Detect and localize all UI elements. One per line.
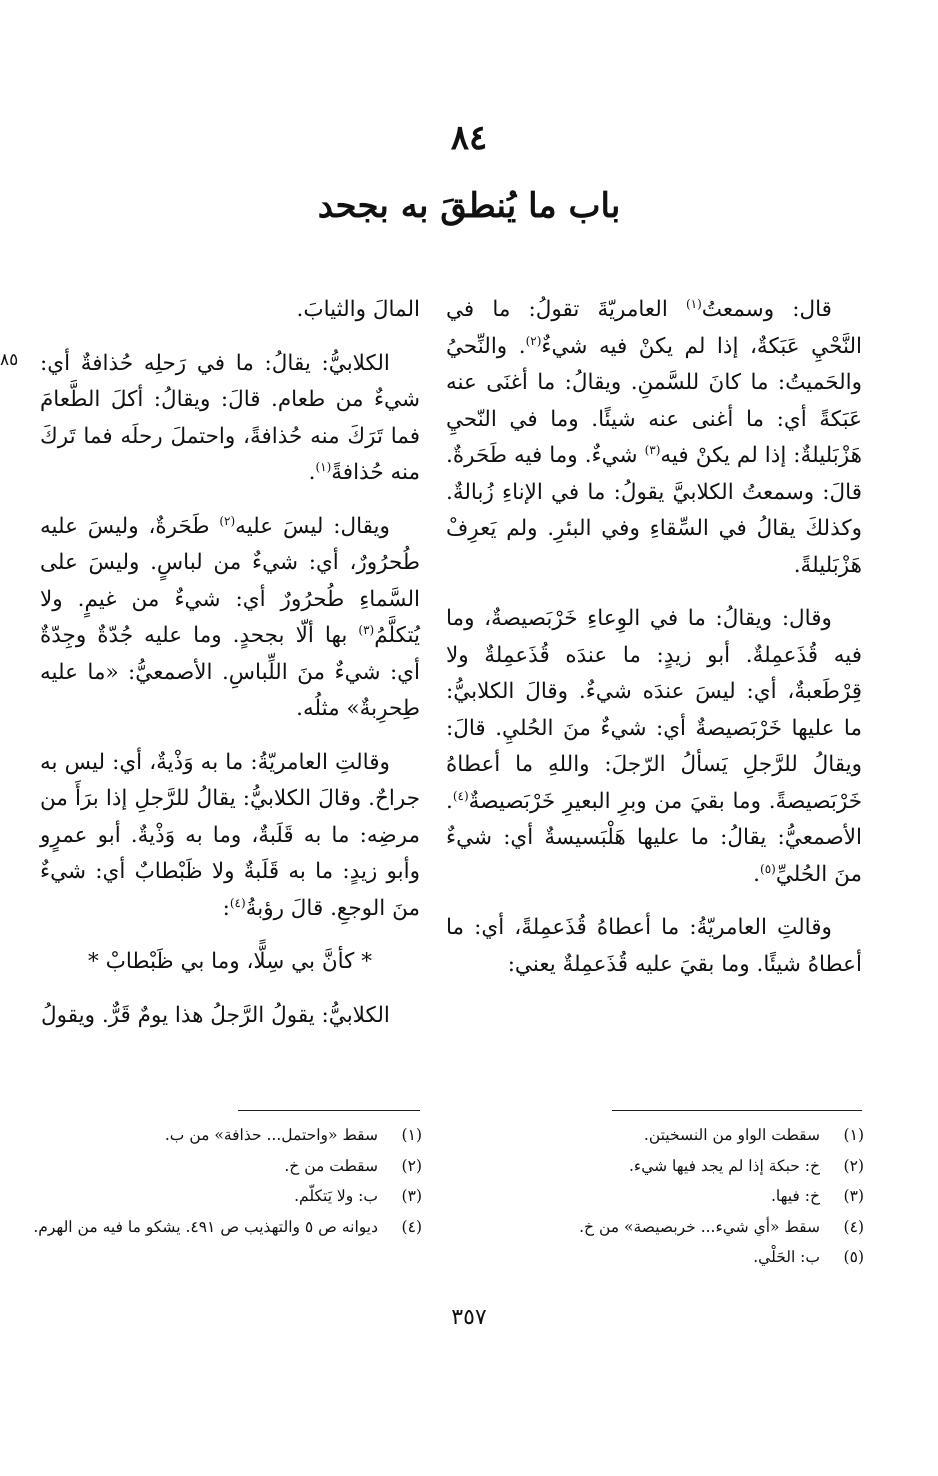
footnote-ref: (٣)	[358, 622, 375, 637]
paragraph-text: . الأصمعيُّ: يقالُ: ما عليها هَلْبَسيسةٌ أي: شيءٌ منَ الحُليِّ	[446, 788, 862, 887]
verse-line	[40, 944, 420, 981]
footnote-ref: (٤)	[229, 895, 246, 910]
paragraph-text: وقال: ويقالُ: ما في الوِعاءِ خَرْبَصيصةٌ، وما فيه قُذَعمِلةٌ. أبو زيدٍ: ما عندَه قُذَعمِلةٌ ولا قِرْطَعبةٌ، أي: ليسَ عندَه شيءٌ. وقالَ الكلابيُّ: ما عليها خَرْبَصيصةٌ أي: شيءٌ منَ الحُليِ. قالَ: ويقالُ للرَّجلِ يَسألُ الرّجلَ: واللهِ ما أعطاهُ خَرْبَصيصةً. وما بقيَ من وبرِ البعيرِ خَرْبَصيصةٌ	[446, 606, 862, 814]
footnote-text: سقطت الواو من النسخيتن.	[643, 1126, 820, 1144]
footnote	[446, 1151, 864, 1182]
verse-text: * كأنَّ بي سِلًّا، وما بي ظَبْطابْ *	[88, 949, 372, 974]
footnote-number: (١)	[401, 1126, 422, 1144]
footnote	[30, 1181, 422, 1212]
footnote-ref: (١)	[685, 296, 702, 311]
paragraph-text: .	[308, 460, 316, 485]
paragraph	[40, 346, 420, 492]
page-number: ٣٥٧	[451, 1305, 487, 1330]
paragraph-text: ويقال: ليسَ عليه	[235, 513, 390, 539]
left-column	[40, 292, 420, 1051]
paragraph-text: . والنِّحيُ والحَميتُ: ما كانَ للسَّمنِ. ويقالُ: ما أغنَى عنه عَبَكةً أي: ما أغنى عنه شيئًا. وما في النّحيِ هَزْبَليلةٌ: إذا لم يكنْ فيه	[446, 333, 862, 468]
footnote-number: (٣)	[401, 1187, 422, 1205]
paragraph-text: شيءٌ. وما فيه طَحَرةٌ. قالَ: وسمعتُ الكلابيَّ يقولُ: ما في الإناءِ زُبالةٌ. وكذلكَ يقالُ في السِّقاءِ وفي البئرِ. ولم يَعرِفْ هَزْبَليلةً.	[446, 443, 862, 578]
footnote-text: ب: الحَلْي.	[753, 1248, 820, 1266]
footnote-text: سقطت من خ.	[284, 1156, 378, 1175]
footnote-ref: (١)	[315, 459, 332, 474]
footnote-ref: (٢)	[219, 513, 236, 528]
footnote-text: ب: ولا يَتكلّم.	[294, 1187, 378, 1205]
paragraph-text: طَحَرةٌ، وليسَ عليه طُحرُورٌ، أي: شيءٌ من لباسٍ. وليسَ على السَّماءِ طُحرُورٌ أي: شيءٌ من غيمٍ. ولا يُتكلَّمُ	[40, 513, 420, 648]
paragraph-text: :	[222, 895, 230, 921]
footnote-text: خ: حبكة إذا لم يجد فيها شيء.	[628, 1156, 820, 1175]
footnote-number: (٥)	[843, 1248, 864, 1266]
footnote-text: سقط «أي شيء... خربصيصة» من خ.	[579, 1217, 820, 1236]
footnote-text: ديوانه ص ٥ والتهذيب ص ٤٩١. يشكو ما فيه من الهرم.	[33, 1217, 378, 1236]
paragraph	[446, 292, 862, 584]
footnote	[446, 1242, 864, 1273]
footnote	[446, 1212, 864, 1243]
footnote	[446, 1181, 864, 1212]
paragraph-text: وقالتِ العامريّةُ: ما أعطاهُ قُذَعمِلةً، أي: ما أعطاهُ شيئًا. وما بقيَ عليه قُذَعمِلةٌ يعني:	[446, 915, 862, 977]
footnote-text: خ: فيها.	[770, 1187, 820, 1205]
footnote	[446, 1120, 864, 1151]
paragraph	[40, 509, 420, 728]
footnote-divider	[612, 1110, 862, 1111]
paragraph	[40, 745, 420, 928]
footnote-number: (١)	[843, 1126, 864, 1144]
paragraph	[446, 601, 862, 893]
footnote	[30, 1212, 422, 1243]
footnote-ref: (٥)	[760, 861, 776, 876]
right-column	[446, 292, 862, 1000]
footnote-ref: (٣)	[644, 442, 661, 457]
margin-line-number: ٨٥	[0, 350, 19, 370]
paragraph-text: قال: وسمعتُ	[701, 297, 832, 322]
footnote-number: (٣)	[843, 1187, 864, 1205]
paragraph-text: الكلابيُّ: يقولُ الرَّجلُ هذا يومٌ قَرٌّ. ويقولُ	[41, 1002, 390, 1028]
paragraph-text: وقالتِ العامريّةُ: ما به وَذْيةٌ، أي: ليس به جراحٌ. وقالَ الكلابيُّ: يقالُ للرَّجلِ إذا برَأَ من مرضِه: ما به قَلَبةٌ، وما به وَذْيةٌ. أبو عمرٍو وأبو زيدٍ: ما به قَلَبةٌ ولا ظَبْطابٌ أي: شيءٌ منَ الوجعِ. قالَ رؤبةُ	[40, 749, 420, 921]
footnotes-right	[446, 1120, 864, 1273]
footnotes-left	[30, 1120, 422, 1242]
footnote-number: (٢)	[401, 1156, 422, 1175]
footnote	[30, 1120, 422, 1151]
footnote-ref: (٤)	[452, 788, 469, 803]
footnote	[30, 1151, 422, 1182]
chapter-number: ٨٤	[450, 118, 488, 158]
paragraph	[40, 292, 420, 329]
paragraph-text: العامريّةَ تقولُ: ما في النَّحْيِ عَبَكةٌ، إذا لم يكنْ فيه شيءٌ	[446, 297, 862, 359]
footnote-number: (٤)	[401, 1217, 422, 1236]
footnote-text: سقط «واحتمل... حذافة» من ب.	[164, 1126, 378, 1144]
paragraph-text: بها ألّا بجحدٍ. وما عليه جُدّةٌ وجِدّةٌ أي: شيءٌ منَ اللِّباسِ. الأصمعيُّ: «ما عليه طِحرِبةٌ» مثلُه.	[40, 623, 420, 721]
paragraph	[446, 910, 862, 983]
footnote-ref: (٢)	[525, 333, 542, 348]
paragraph-text: .	[753, 861, 760, 887]
chapter-title: باب ما يُنطقَ به بجحد	[317, 186, 621, 226]
footnote-number: (٢)	[843, 1156, 864, 1175]
paragraph-text: المالَ والثيابَ.	[296, 297, 420, 322]
paragraph-text: الكلابيُّ: يقالُ: ما في رَحلِه حُذافةٌ أي: شيءٌ من طعام. قالَ: ويقالُ: أكلَ الطَّعامَ فما تَرَكَ منه حُذافةً، واحتملَ رحلَه فما تَركَ منه حُذافةً	[40, 350, 420, 485]
footnote-divider	[238, 1110, 420, 1111]
paragraph	[40, 998, 420, 1035]
footnote-number: (٤)	[843, 1217, 864, 1236]
